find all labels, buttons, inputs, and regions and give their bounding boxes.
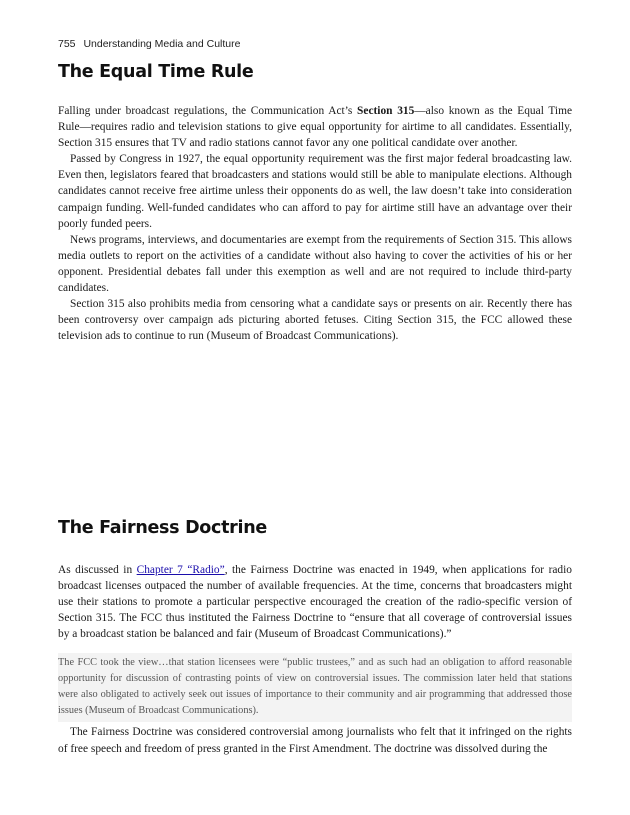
- paragraph: [58, 562, 572, 642]
- paragraph: The Fairness Doctrine was considered controversial among journalists who felt that it infringed on the rights of free speech and freedom of press granted in the First Amendment. The doctrine was dissolved during the: [58, 726, 572, 755]
- running-header: [58, 38, 240, 50]
- text-run: —also known as the Equal Time Rule—requires radio and television stations to give equal opportunity for airtime to all candidates. Essentially, Section 315 ensures that TV and radio stations cannot favor any one political candidate over another.: [58, 105, 572, 150]
- section-heading-equal-time-rule: The Equal Time Rule: [58, 62, 254, 82]
- section-fairness-doctrine-body: [58, 562, 572, 757]
- chapter-7-radio-link[interactable]: Chapter 7 “Radio”: [136, 564, 225, 576]
- paragraph: Section 315 also prohibits media from censoring what a candidate says or presents on air. Recently there has been controversy over campaign ads picturing aborted fetuses. Citing Section 315, the FCC allowed these television ads to continue to run (Museum of Broadcast Communications).: [58, 298, 572, 343]
- quote-text: The FCC took the view…that station licensees were “public trustees,” and as such had an obligation to afford reasonable opportunity for discussion of contrasting points of view on controversial issues. The commission later held that stations were also obligated to actively seek out issues of importance to their community and air programming that addressed those issues (Museum of Broadcast Communications).: [58, 657, 572, 717]
- book-title: Understanding Media and Culture: [83, 38, 241, 50]
- block-quote: [58, 653, 572, 722]
- text-run: , the Fairness Doctrine was enacted in 1949, when applications for radio broadcast licenses outpaced the number of available frequencies. At the time, concerns that broadcasters might use their stations to promote a particular perspective encouraged the creation of the radio-specific version of Section 315. The FCC thus instituted the Fairness Doctrine to “ensure that all coverage of controversial issues by a broadcast station be balanced and fair (Museum of Broadcast Communications).”: [58, 564, 572, 641]
- page-number: 755: [58, 38, 76, 50]
- paragraph: Passed by Congress in 1927, the equal opportunity requirement was the first major federal broadcasting law. Even then, legislators feared that broadcasters and stations would still be able to manipulate elections. Although candidates cannot receive free airtime unless their opponents do as well, the law doesn’t take into consideration campaign funding. Well-funded candidates who can afford to pay for airtime still have an advantage over their poorly funded peers.: [58, 153, 572, 230]
- paragraph: [58, 103, 572, 151]
- section-315-term: Section 315: [357, 105, 415, 117]
- section-equal-time-rule-body: [58, 103, 572, 344]
- section-heading-fairness-doctrine: The Fairness Doctrine: [58, 518, 267, 538]
- text-run: As discussed in: [58, 564, 137, 576]
- paragraph: News programs, interviews, and documentaries are exempt from the requirements of Section 315. This allows media outlets to report on the activities of a candidate without also having to cover the activities of his or her opponent. Presidential debates fall under this exemption as well and are not required to include third-party candidates.: [58, 233, 572, 295]
- text-run: Falling under broadcast regulations, the Communication Act’s: [58, 105, 358, 117]
